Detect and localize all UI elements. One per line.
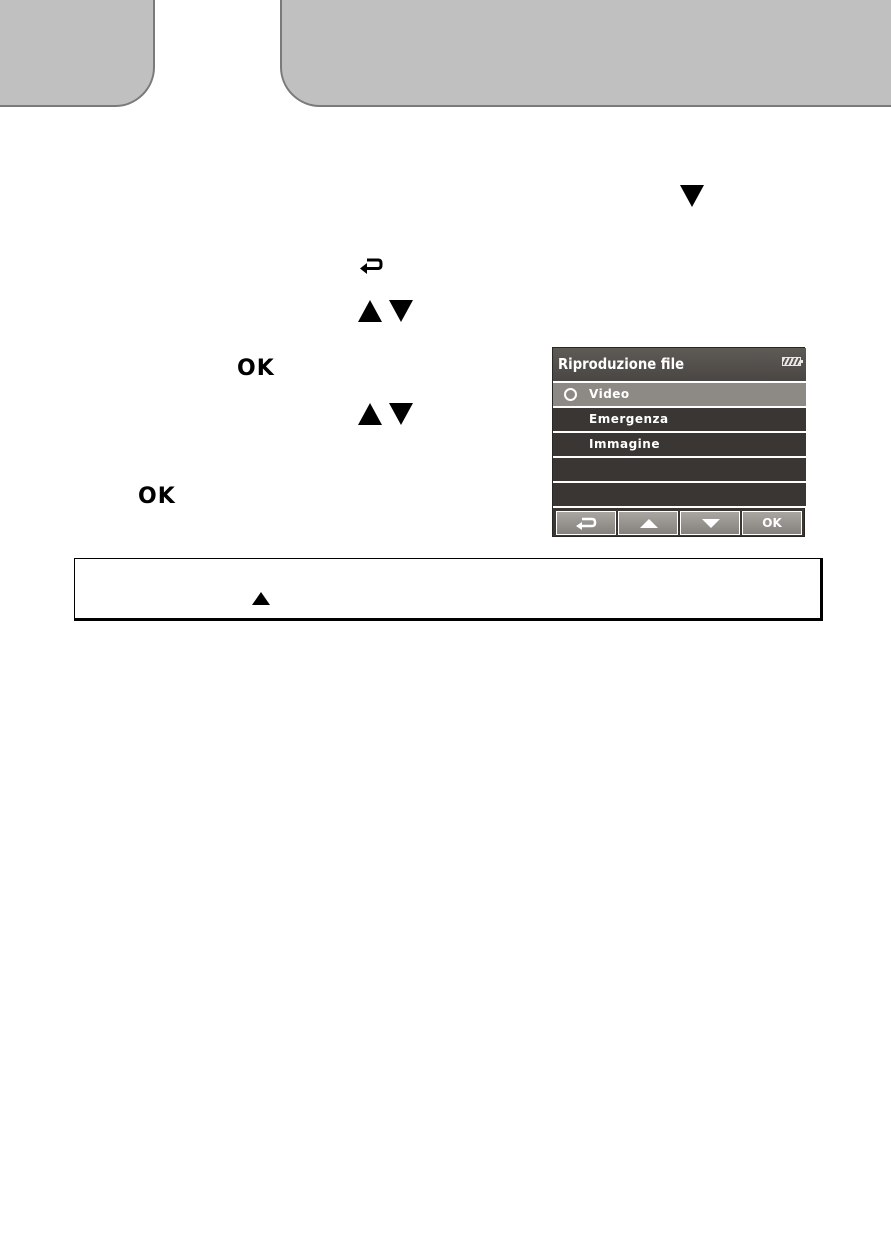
menu-item-label: Immagine — [589, 437, 660, 451]
triangle-up-icon — [358, 300, 382, 322]
triangle-down-icon — [389, 403, 413, 425]
radio-icon — [564, 388, 577, 401]
screen-title-bar — [553, 348, 806, 383]
triangle-down-icon — [389, 300, 413, 322]
triangle-down-icon — [680, 185, 704, 207]
device-screen — [552, 347, 805, 537]
back-arrow-icon — [575, 516, 599, 531]
menu-item-empty — [553, 483, 806, 508]
softkey-bar — [553, 509, 804, 536]
battery-icon — [782, 357, 801, 366]
triangle-down-icon — [702, 519, 720, 528]
screen-title: Riproduzione file — [558, 355, 685, 373]
ok-label: OK — [138, 484, 176, 509]
ok-label: OK — [237, 356, 275, 381]
menu-item-emergenza[interactable] — [553, 408, 806, 433]
triangle-up-icon — [358, 403, 382, 425]
menu-item-empty — [553, 458, 806, 483]
note-box — [74, 558, 823, 621]
triangle-up-icon — [640, 519, 658, 528]
softkey-ok-button[interactable] — [742, 511, 802, 535]
header-tab-left — [0, 0, 155, 107]
menu-item-immagine[interactable] — [553, 433, 806, 458]
softkey-down-button[interactable] — [680, 511, 740, 535]
header-tab-right — [280, 0, 891, 107]
menu-item-label: Emergenza — [589, 412, 669, 426]
menu-item-label: Video — [589, 387, 630, 401]
back-arrow-icon — [359, 255, 384, 277]
softkey-ok-label: OK — [762, 516, 782, 530]
menu-item-video[interactable] — [553, 383, 806, 408]
triangle-up-icon — [252, 592, 270, 605]
softkey-back-button[interactable] — [556, 511, 616, 535]
softkey-up-button[interactable] — [618, 511, 678, 535]
